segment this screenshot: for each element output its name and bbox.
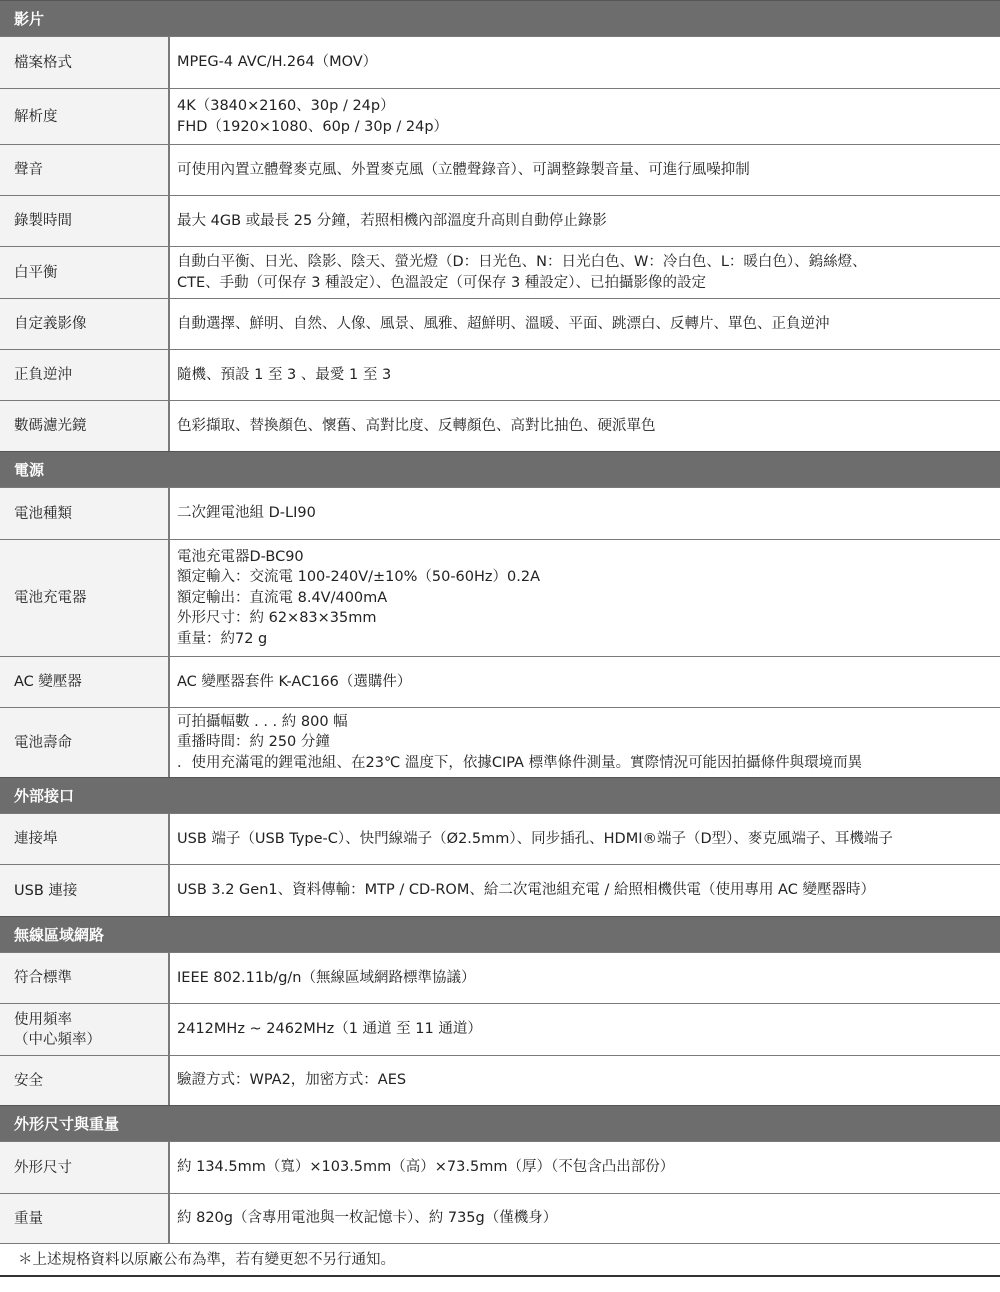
spec-value: [170, 247, 1000, 298]
spec-value: [170, 953, 1000, 1003]
spec-value-line: 自動選擇、鮮明、自然、人像、風景、風雅、超鮮明、溫暖、平面、跳漂白、反轉片、單色、正負逆沖: [177, 315, 830, 332]
spec-value: [170, 350, 1000, 400]
spec-label: [0, 89, 170, 144]
spec-value-line: MPEG-4 AVC/H.264（MOV）: [177, 54, 378, 71]
spec-value-line: USB 3.2 Gen1、資料傳輸：MTP / CD-ROM、給二次電池組充電 / 給照相機供電（使用專用 AC 變壓器時）: [177, 882, 875, 899]
spec-label: [0, 657, 170, 707]
spec-value-line: 2412MHz ~ 2462MHz（1 通道 至 11 通道）: [177, 1021, 482, 1038]
spec-row: [0, 144, 1000, 195]
spec-label-text: 使用頻率: [14, 1011, 72, 1028]
section-header: 外形尺寸與重量: [0, 1105, 1000, 1141]
spec-label: [0, 145, 170, 195]
spec-value-line: 可拍攝幅數 . . . 約 800 幅: [177, 713, 348, 730]
spec-value: [170, 299, 1000, 349]
spec-row: [0, 813, 1000, 864]
spec-value: [170, 401, 1000, 451]
spec-label-text: 重量: [14, 1210, 43, 1227]
spec-value-line: 約 134.5mm（寬）×103.5mm（高）×73.5mm（厚）（不包含凸出部份）: [177, 1159, 675, 1176]
spec-label: [0, 299, 170, 349]
section-header: 影片: [0, 0, 1000, 36]
spec-value: [170, 37, 1000, 88]
spec-value: [170, 89, 1000, 144]
spec-value-line: 額定輸出：直流電 8.4V/400mA: [177, 589, 388, 606]
spec-value-line: CTE、手動（可保存 3 種設定）、色溫設定（可保存 3 種設定）、已拍攝影像的設定: [177, 274, 707, 291]
section-header: 無線區域網路: [0, 916, 1000, 952]
spec-value-line: IEEE 802.11b/g/n（無線區域網路標準協議）: [177, 969, 476, 986]
spec-label-text: 外形尺寸: [14, 1159, 72, 1176]
spec-row: [0, 88, 1000, 144]
spec-label: [0, 865, 170, 916]
spec-row: [0, 1003, 1000, 1055]
spec-label: [0, 488, 170, 539]
spec-label-text: 電池種類: [14, 505, 72, 522]
spec-row: [0, 246, 1000, 298]
spec-value-line: 約 820g（含專用電池與一枚記憶卡）、約 735g（僅機身）: [177, 1210, 558, 1227]
spec-row: [0, 487, 1000, 539]
spec-label: [0, 196, 170, 246]
spec-value-line: 額定輸入：交流電 100-240V/±10%（50-60Hz）0.2A: [177, 569, 541, 586]
spec-label: [0, 1194, 170, 1243]
spec-label-text: 解析度: [14, 108, 58, 125]
spec-value-line: 二次鋰電池組 D-LI90: [177, 505, 316, 522]
spec-value-line: 外形尺寸：約 62×83×35mm: [177, 610, 377, 627]
spec-value-line: USB 端子（USB Type-C）、快門線端子（Ø2.5mm）、同步插孔、HDMI®端子（D型）、麥克風端子、耳機端子: [177, 830, 893, 847]
section-header: 電源: [0, 451, 1000, 487]
spec-label-text: 連接埠: [14, 831, 58, 847]
spec-value: [170, 1142, 1000, 1193]
spec-row: [0, 539, 1000, 656]
spec-value-line: 可使用內置立體聲麥克風、外置麥克風（立體聲錄音）、可調整錄製音量、可進行風噪抑制: [177, 161, 750, 178]
spec-label-text: 數碼濾光鏡: [14, 418, 87, 434]
spec-label: [0, 350, 170, 400]
spec-label: [0, 37, 170, 88]
spec-label-text: 電池壽命: [14, 734, 72, 751]
spec-value-line: 重播時間：約 250 分鐘: [177, 734, 330, 751]
spec-value-line: 重量：約72 g: [177, 630, 268, 647]
spec-label-text: 錄製時間: [14, 213, 72, 229]
spec-value-line: 4K（3840×2160、30p / 24p）: [177, 98, 395, 114]
spec-row: [0, 195, 1000, 246]
spec-value: [170, 540, 1000, 656]
spec-label: [0, 814, 170, 864]
spec-value-line: 自動白平衡、日光、陰影、陰天、螢光燈（D：日光色、N：日光白色、W：冷白色、L：暖白色）、鎢絲燈、: [177, 254, 867, 270]
spec-label: [0, 540, 170, 656]
spec-label-text: 電池充電器: [14, 590, 87, 606]
spec-label-text: 自定義影像: [14, 316, 87, 332]
spec-value: [170, 865, 1000, 916]
spec-label-text: 聲音: [14, 162, 43, 178]
spec-label: [0, 1004, 170, 1055]
spec-value-line: 隨機、預設 1 至 3 、最愛 1 至 3: [177, 366, 392, 383]
spec-row: [0, 707, 1000, 777]
spec-value: [170, 814, 1000, 864]
spec-value-line: AC 變壓器套件 K-AC166（選購件）: [177, 673, 412, 690]
spec-value-line: 色彩擷取、替換顏色、懷舊、高對比度、反轉顏色、高對比抽色、硬派單色: [177, 417, 656, 434]
spec-label-text: 安全: [14, 1072, 43, 1089]
spec-row: [0, 656, 1000, 707]
spec-value-line: FHD（1920×1080、60p / 30p / 24p）: [177, 118, 449, 135]
spec-label-text: 檔案格式: [14, 54, 72, 71]
spec-row: [0, 400, 1000, 451]
spec-label-text: USB 連接: [14, 882, 78, 899]
spec-value: [170, 488, 1000, 539]
spec-value: [170, 1004, 1000, 1055]
spec-label: [0, 401, 170, 451]
section-header: 外部接口: [0, 777, 1000, 813]
spec-label: [0, 708, 170, 777]
spec-row: [0, 1193, 1000, 1243]
spec-value: [170, 145, 1000, 195]
spec-row: [0, 952, 1000, 1003]
spec-label-text: 正負逆沖: [14, 367, 72, 383]
spec-row: [0, 1141, 1000, 1193]
spec-row: [0, 298, 1000, 349]
spec-value-line: 最大 4GB 或最長 25 分鐘，若照相機內部溫度升高則自動停止錄影: [177, 212, 607, 229]
spec-row: [0, 349, 1000, 400]
spec-value-line: 電池充電器D-BC90: [177, 548, 304, 565]
spec-value-line: ．使用充滿電的鋰電池組、在23℃ 溫度下，依據CIPA 標準條件測量。實際情況可能因拍攝條件與環境而異: [177, 754, 863, 771]
spec-value: [170, 1194, 1000, 1243]
spec-value: [170, 657, 1000, 707]
spec-value-line: 驗證方式：WPA2，加密方式：AES: [177, 1072, 407, 1089]
spec-row: [0, 864, 1000, 916]
spec-value: [170, 708, 1000, 777]
spec-value: [170, 196, 1000, 246]
spec-label: [0, 247, 170, 298]
spec-row: [0, 1055, 1000, 1105]
spec-row: [0, 36, 1000, 88]
footnote: ＊上述規格資料以原廠公布為準，若有變更恕不另行通知。: [0, 1243, 1000, 1277]
spec-label: [0, 1142, 170, 1193]
spec-label-text: AC 變壓器: [14, 674, 82, 690]
spec-label-text: 白平衡: [14, 264, 58, 281]
spec-label-text: 符合標準: [14, 970, 72, 986]
spec-value: [170, 1056, 1000, 1105]
spec-label: [0, 1056, 170, 1105]
spec-label-text: （中心頻率）: [14, 1031, 101, 1048]
spec-label: [0, 953, 170, 1003]
